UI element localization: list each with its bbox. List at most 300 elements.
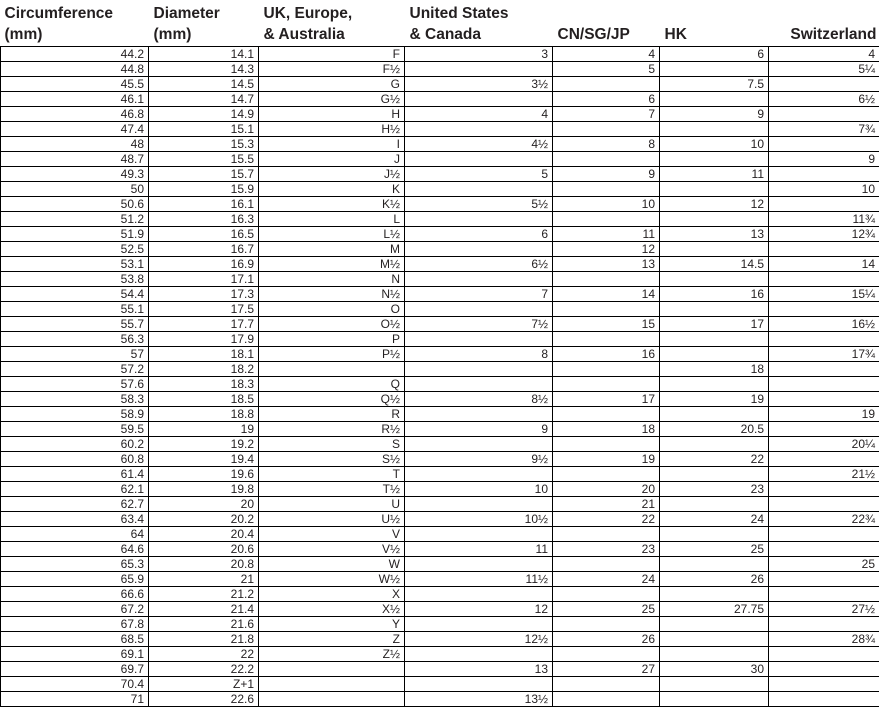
- header-line: & Australia: [263, 25, 345, 43]
- table-cell: [553, 437, 660, 452]
- table-cell: 13: [405, 662, 553, 677]
- table-cell: [259, 677, 405, 692]
- table-cell: 10: [553, 197, 660, 212]
- table-row: [1, 662, 879, 677]
- table-cell: [769, 617, 879, 632]
- table-cell: 17.5: [149, 302, 259, 317]
- table-cell: Z½: [259, 647, 405, 662]
- table-cell: [553, 587, 660, 602]
- table-cell: 25: [660, 542, 769, 557]
- table-cell: [405, 272, 553, 287]
- table-cell: 27½: [769, 602, 879, 617]
- table-cell: 17: [553, 392, 660, 407]
- table-row: [1, 692, 879, 707]
- header-line: HK: [664, 25, 687, 43]
- table-cell: 7.5: [660, 77, 769, 92]
- table-cell: 3½: [405, 77, 553, 92]
- table-cell: 62.1: [1, 482, 149, 497]
- table-cell: [553, 272, 660, 287]
- header-line: Circumference: [4, 5, 114, 22]
- header-line: (mm): [153, 25, 192, 43]
- header-line: UK, Europe,: [263, 5, 353, 22]
- table-cell: [553, 77, 660, 92]
- table-row: [1, 272, 879, 287]
- table-cell: 6½: [769, 92, 879, 107]
- table-cell: [769, 107, 879, 122]
- table-cell: 7: [553, 107, 660, 122]
- table-row: [1, 302, 879, 317]
- table-cell: 24: [660, 512, 769, 527]
- table-cell: 24: [553, 572, 660, 587]
- table-cell: 53.1: [1, 257, 149, 272]
- table-cell: 59.5: [1, 422, 149, 437]
- table-cell: 4: [405, 107, 553, 122]
- table-cell: [405, 212, 553, 227]
- table-cell: [553, 617, 660, 632]
- table-row: [1, 92, 879, 107]
- table-cell: L: [259, 212, 405, 227]
- table-cell: 56.3: [1, 332, 149, 347]
- table-row: [1, 437, 879, 452]
- table-cell: 8: [405, 347, 553, 362]
- table-cell: 9½: [405, 452, 553, 467]
- table-cell: [660, 677, 769, 692]
- table-cell: 21½: [769, 467, 879, 482]
- table-cell: 15.7: [149, 167, 259, 182]
- table-cell: 69.7: [1, 662, 149, 677]
- table-cell: 12½: [405, 632, 553, 647]
- table-cell: [660, 632, 769, 647]
- table-cell: [769, 542, 879, 557]
- table-cell: [660, 467, 769, 482]
- table-cell: 18: [553, 422, 660, 437]
- table-cell: [769, 677, 879, 692]
- table-cell: 20.2: [149, 512, 259, 527]
- table-cell: 70.4: [1, 677, 149, 692]
- table-cell: 16½: [769, 317, 879, 332]
- table-cell: 21.8: [149, 632, 259, 647]
- table-cell: 19.8: [149, 482, 259, 497]
- table-cell: [405, 182, 553, 197]
- table-cell: [259, 692, 405, 707]
- table-cell: [553, 182, 660, 197]
- table-body: [1, 47, 879, 707]
- table-cell: 21.2: [149, 587, 259, 602]
- table-cell: Q: [259, 377, 405, 392]
- header-switzerland: [769, 0, 879, 47]
- table-cell: [769, 497, 879, 512]
- table-cell: 44.8: [1, 62, 149, 77]
- table-cell: [660, 182, 769, 197]
- table-cell: 19: [660, 392, 769, 407]
- header-us-canada: [405, 0, 553, 47]
- table-cell: [405, 587, 553, 602]
- table-cell: 16: [660, 287, 769, 302]
- table-cell: [660, 587, 769, 602]
- table-cell: 5¼: [769, 62, 879, 77]
- table-row: [1, 287, 879, 302]
- table-cell: 17.3: [149, 287, 259, 302]
- table-row: [1, 377, 879, 392]
- table-cell: 15¼: [769, 287, 879, 302]
- table-cell: 27.75: [660, 602, 769, 617]
- table-cell: W: [259, 557, 405, 572]
- table-cell: M: [259, 242, 405, 257]
- table-cell: [405, 467, 553, 482]
- table-cell: 4½: [405, 137, 553, 152]
- table-cell: 17.1: [149, 272, 259, 287]
- table-cell: N: [259, 272, 405, 287]
- table-cell: O½: [259, 317, 405, 332]
- table-cell: G½: [259, 92, 405, 107]
- table-cell: 14: [769, 257, 879, 272]
- table-cell: H½: [259, 122, 405, 137]
- table-cell: 7½: [405, 317, 553, 332]
- table-cell: 9: [405, 422, 553, 437]
- table-cell: [553, 677, 660, 692]
- table-cell: 18.8: [149, 407, 259, 422]
- table-cell: [553, 212, 660, 227]
- table-cell: 14.5: [660, 257, 769, 272]
- table-row: [1, 467, 879, 482]
- table-cell: 48.7: [1, 152, 149, 167]
- table-cell: [660, 557, 769, 572]
- table-cell: [769, 527, 879, 542]
- table-cell: 19.2: [149, 437, 259, 452]
- table-cell: [405, 62, 553, 77]
- table-cell: 20¼: [769, 437, 879, 452]
- table-row: [1, 77, 879, 92]
- table-cell: 14.9: [149, 107, 259, 122]
- table-cell: 4: [553, 47, 660, 62]
- table-cell: 68.5: [1, 632, 149, 647]
- table-cell: 10: [769, 182, 879, 197]
- table-cell: [553, 527, 660, 542]
- table-cell: 55.1: [1, 302, 149, 317]
- table-cell: [660, 347, 769, 362]
- table-cell: 63.4: [1, 512, 149, 527]
- table-cell: [660, 332, 769, 347]
- table-cell: 6: [553, 92, 660, 107]
- table-row: [1, 347, 879, 362]
- table-cell: [660, 647, 769, 662]
- table-cell: 21: [553, 497, 660, 512]
- table-cell: 51.9: [1, 227, 149, 242]
- table-cell: 16.9: [149, 257, 259, 272]
- table-cell: 18.3: [149, 377, 259, 392]
- table-cell: 49.3: [1, 167, 149, 182]
- table-cell: [769, 272, 879, 287]
- table-cell: [769, 452, 879, 467]
- table-cell: U½: [259, 512, 405, 527]
- table-cell: [769, 77, 879, 92]
- table-cell: 9: [660, 107, 769, 122]
- table-cell: [769, 137, 879, 152]
- table-cell: [405, 242, 553, 257]
- table-cell: 57: [1, 347, 149, 362]
- table-cell: 51.2: [1, 212, 149, 227]
- table-row: [1, 152, 879, 167]
- table-cell: 16.3: [149, 212, 259, 227]
- table-cell: [660, 302, 769, 317]
- table-cell: 10: [660, 137, 769, 152]
- table-cell: 20.5: [660, 422, 769, 437]
- table-cell: [553, 377, 660, 392]
- table-cell: 18.2: [149, 362, 259, 377]
- table-cell: [769, 572, 879, 587]
- table-cell: J: [259, 152, 405, 167]
- table-cell: [405, 497, 553, 512]
- table-cell: [660, 152, 769, 167]
- table-cell: 50: [1, 182, 149, 197]
- table-cell: 18: [660, 362, 769, 377]
- table-row: [1, 227, 879, 242]
- table-cell: 15.3: [149, 137, 259, 152]
- table-cell: 67.2: [1, 602, 149, 617]
- table-cell: 20: [553, 482, 660, 497]
- table-cell: Y: [259, 617, 405, 632]
- table-cell: [405, 527, 553, 542]
- table-row: [1, 422, 879, 437]
- table-cell: 54.4: [1, 287, 149, 302]
- table-cell: 58.3: [1, 392, 149, 407]
- table-cell: 19.6: [149, 467, 259, 482]
- table-cell: [769, 242, 879, 257]
- table-cell: [660, 212, 769, 227]
- table-cell: 52.5: [1, 242, 149, 257]
- table-cell: U: [259, 497, 405, 512]
- table-row: [1, 542, 879, 557]
- table-cell: 5½: [405, 197, 553, 212]
- table-cell: 6: [660, 47, 769, 62]
- header-row: [1, 0, 879, 47]
- table-cell: [660, 407, 769, 422]
- table-cell: P½: [259, 347, 405, 362]
- header-hk: [660, 0, 769, 47]
- table-cell: V: [259, 527, 405, 542]
- table-cell: 18.1: [149, 347, 259, 362]
- table-row: [1, 482, 879, 497]
- table-cell: 8½: [405, 392, 553, 407]
- table-cell: 66.6: [1, 587, 149, 602]
- table-cell: [405, 302, 553, 317]
- table-cell: 30: [660, 662, 769, 677]
- table-cell: [405, 647, 553, 662]
- table-cell: N½: [259, 287, 405, 302]
- table-cell: P: [259, 332, 405, 347]
- table-cell: J½: [259, 167, 405, 182]
- table-cell: 21.6: [149, 617, 259, 632]
- table-cell: 15.9: [149, 182, 259, 197]
- table-row: [1, 212, 879, 227]
- table-row: [1, 512, 879, 527]
- table-cell: 15: [553, 317, 660, 332]
- table-cell: Z: [259, 632, 405, 647]
- table-row: [1, 407, 879, 422]
- table-cell: [769, 377, 879, 392]
- table-cell: F½: [259, 62, 405, 77]
- table-cell: 11: [553, 227, 660, 242]
- header-line: United States: [409, 5, 509, 22]
- header-uk-europe-australia: [259, 0, 405, 47]
- table-cell: 14.7: [149, 92, 259, 107]
- table-cell: [405, 122, 553, 137]
- table-cell: 12¾: [769, 227, 879, 242]
- table-row: [1, 632, 879, 647]
- table-row: [1, 677, 879, 692]
- header-line: Diameter: [153, 5, 220, 22]
- table-row: [1, 332, 879, 347]
- table-cell: 13: [553, 257, 660, 272]
- table-row: [1, 122, 879, 137]
- table-cell: 57.2: [1, 362, 149, 377]
- table-cell: R½: [259, 422, 405, 437]
- table-cell: 65.3: [1, 557, 149, 572]
- table-cell: [660, 62, 769, 77]
- table-cell: G: [259, 77, 405, 92]
- table-cell: 12: [553, 242, 660, 257]
- table-row: [1, 497, 879, 512]
- table-cell: 62.7: [1, 497, 149, 512]
- table-cell: 10½: [405, 512, 553, 527]
- table-row: [1, 62, 879, 77]
- table-cell: 5: [553, 62, 660, 77]
- table-cell: 16.7: [149, 242, 259, 257]
- table-cell: 46.1: [1, 92, 149, 107]
- table-cell: 17.7: [149, 317, 259, 332]
- table-cell: S½: [259, 452, 405, 467]
- table-cell: W½: [259, 572, 405, 587]
- table-cell: 15.1: [149, 122, 259, 137]
- table-cell: F: [259, 47, 405, 62]
- table-cell: 45.5: [1, 77, 149, 92]
- table-cell: [553, 122, 660, 137]
- table-cell: 8: [553, 137, 660, 152]
- table-cell: 58.9: [1, 407, 149, 422]
- table-cell: 14: [553, 287, 660, 302]
- table-cell: 27: [553, 662, 660, 677]
- table-cell: 14.1: [149, 47, 259, 62]
- table-cell: [405, 377, 553, 392]
- table-cell: [405, 332, 553, 347]
- table-cell: 11: [405, 542, 553, 557]
- table-cell: [259, 662, 405, 677]
- table-cell: 26: [553, 632, 660, 647]
- table-cell: [553, 557, 660, 572]
- table-cell: [405, 617, 553, 632]
- table-cell: 19.4: [149, 452, 259, 467]
- table-row: [1, 587, 879, 602]
- table-cell: 22: [660, 452, 769, 467]
- table-cell: [553, 407, 660, 422]
- table-cell: 15.5: [149, 152, 259, 167]
- table-cell: 21: [149, 572, 259, 587]
- table-cell: [553, 647, 660, 662]
- table-cell: [660, 377, 769, 392]
- table-cell: 17: [660, 317, 769, 332]
- table-row: [1, 182, 879, 197]
- table-row: [1, 392, 879, 407]
- table-row: [1, 557, 879, 572]
- table-cell: 22.2: [149, 662, 259, 677]
- table-cell: K: [259, 182, 405, 197]
- table-row: [1, 137, 879, 152]
- table-cell: [660, 242, 769, 257]
- table-cell: [769, 302, 879, 317]
- table-cell: 22: [149, 647, 259, 662]
- table-cell: 10: [405, 482, 553, 497]
- table-cell: 6½: [405, 257, 553, 272]
- table-cell: Q½: [259, 392, 405, 407]
- table-cell: 22.6: [149, 692, 259, 707]
- table-cell: 23: [660, 482, 769, 497]
- table-row: [1, 452, 879, 467]
- table-cell: 7: [405, 287, 553, 302]
- table-cell: 13½: [405, 692, 553, 707]
- table-row: [1, 572, 879, 587]
- table-cell: 11½: [405, 572, 553, 587]
- table-row: [1, 602, 879, 617]
- table-cell: [405, 407, 553, 422]
- table-row: [1, 167, 879, 182]
- table-cell: 50.6: [1, 197, 149, 212]
- table-cell: 17¾: [769, 347, 879, 362]
- table-cell: 48: [1, 137, 149, 152]
- table-cell: [553, 152, 660, 167]
- table-cell: 20: [149, 497, 259, 512]
- table-cell: [405, 677, 553, 692]
- table-cell: Z+1: [149, 677, 259, 692]
- table-cell: 61.4: [1, 467, 149, 482]
- table-row: [1, 317, 879, 332]
- table-cell: 4: [769, 47, 879, 62]
- table-cell: 44.2: [1, 47, 149, 62]
- header-cn-sg-jp: [553, 0, 660, 47]
- table-cell: 21.4: [149, 602, 259, 617]
- table-cell: 20.4: [149, 527, 259, 542]
- table-cell: V½: [259, 542, 405, 557]
- table-cell: 7¾: [769, 122, 879, 137]
- table-cell: [769, 167, 879, 182]
- table-cell: 16.1: [149, 197, 259, 212]
- table-cell: 9: [553, 167, 660, 182]
- table-cell: [553, 362, 660, 377]
- table-cell: S: [259, 437, 405, 452]
- table-cell: [405, 152, 553, 167]
- table-cell: 13: [660, 227, 769, 242]
- table-cell: [660, 122, 769, 137]
- table-cell: 53.8: [1, 272, 149, 287]
- table-cell: 26: [660, 572, 769, 587]
- table-cell: [769, 197, 879, 212]
- table-cell: 47.4: [1, 122, 149, 137]
- header-line: & Canada: [409, 25, 481, 43]
- header-line: (mm): [4, 25, 43, 43]
- table-cell: 19: [769, 407, 879, 422]
- table-cell: [660, 692, 769, 707]
- table-cell: 20.8: [149, 557, 259, 572]
- table-cell: 11: [660, 167, 769, 182]
- table-cell: [405, 437, 553, 452]
- table-cell: [769, 332, 879, 347]
- table-cell: [553, 467, 660, 482]
- table-cell: X: [259, 587, 405, 602]
- table-cell: [769, 692, 879, 707]
- table-cell: [660, 272, 769, 287]
- table-row: [1, 647, 879, 662]
- table-cell: [769, 362, 879, 377]
- table-cell: [405, 92, 553, 107]
